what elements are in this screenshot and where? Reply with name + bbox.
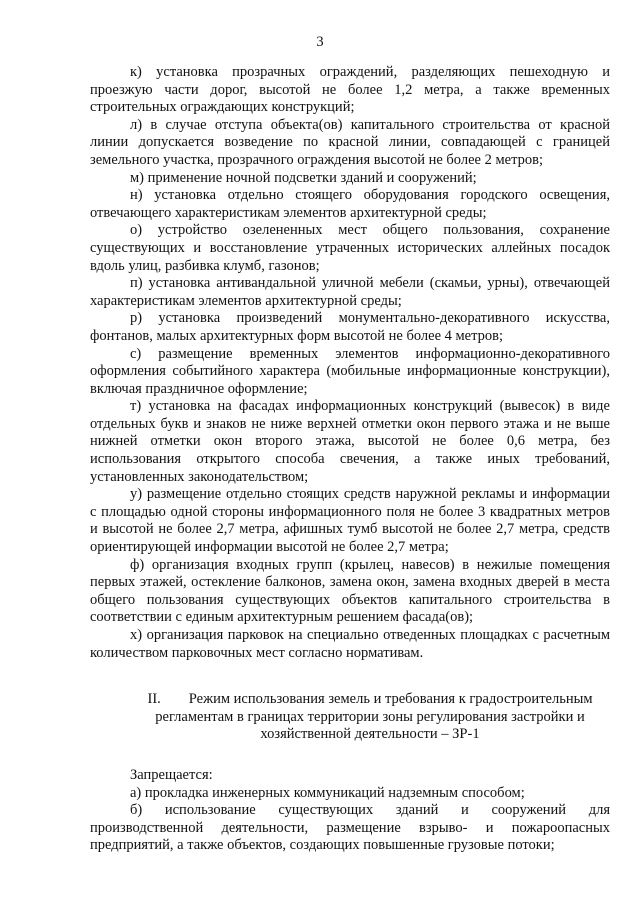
list-item-h: х) организация парковок на специально отведенных площадках с расчетным количеством парковочных мест согласно нормативам. [90, 627, 610, 661]
list-item-r: р) установка произведений монументально-декоративного искусства, фонтанов, малых архитектурных форм высотой не более 4 метров; [90, 310, 610, 344]
page-number: 3 [316, 34, 324, 50]
section-title: Режим использования земель и требования к градостроительным регламентам в границах территории зоны регулирования застройки и хозяйственной деятельности – ЗР-1 [155, 691, 593, 743]
prohibited-item-b: б) использование существующих зданий и сооружений для производственной деятельности, размещение взрыво- и пожароопасных предприятий, а также объектов, создающих повышенные грузовые потоки; [90, 802, 610, 854]
list-item-f: ф) организация входных групп (крылец, навесов) в нежилые помещения первых этажей, остекление балконов, замена окон, замена входных дверей в места общего пользования существующих объектов капитального строительства в соответствии с единым архитектурным решением фасада(ов); [90, 556, 610, 626]
list-item-k: к) установка прозрачных ограждений, разделяющих пешеходную и проезжую части дорог, высотой не более 1,2 метра, а также временных строительных ограждающих конструкций; [90, 64, 610, 116]
list-item-n: н) установка отдельно стоящего оборудования городского освещения, отвечающего характеристикам элементов архитектурной среды; [90, 187, 610, 221]
list-item-t: т) установка на фасадах информационных конструкций (вывесок) в виде отдельных букв и знаков не ниже верхней отметки окон первого этажа и не выше нижней отметки окон второго этажа, высотой не более 0,6 метра, без использования открытого способа свечения, а также иных требований, установленных законодательством; [90, 398, 610, 485]
prohibited-intro: Запрещается: [130, 766, 213, 783]
list-item-l: л) в случае отступа объекта(ов) капитального строительства от красной линии допускается возведение по красной линии, совпадающей с границей земельного участка, прозрачного ограждения высотой не более 2 метров; [90, 116, 610, 168]
prohibited-item-a: а) прокладка инженерных коммуникаций надземным способом; [130, 784, 525, 801]
section-heading [90, 691, 610, 744]
document-body [90, 64, 610, 855]
list-item-s: с) размещение временных элементов информационно-декоративного оформления событийного характера (мобильные информационные конструкции), включая праздничное оформление; [90, 345, 610, 397]
list-item-u: у) размещение отдельно стоящих средств наружной рекламы и информации с площадью одной стороны информационного поля не более 3 квадратных метров и высотой не более 2,7 метра, афишных тумб высотой не более 2,7 метра, средств ориентирующей информации высотой не более 2,7 метра; [90, 486, 610, 556]
list-item-m: м) применение ночной подсветки зданий и сооружений; [130, 169, 477, 186]
list-item-p: п) установка антивандальной уличной мебели (скамьи, урны), отвечающей характеристикам элементов архитектурной среды; [90, 275, 610, 309]
list-item-o: о) устройство озелененных мест общего пользования, сохранение существующих и восстановление утраченных исторических аллейных посадок вдоль улиц, разбивка клумб, газонов; [90, 222, 610, 274]
section-number: II. [147, 691, 161, 708]
